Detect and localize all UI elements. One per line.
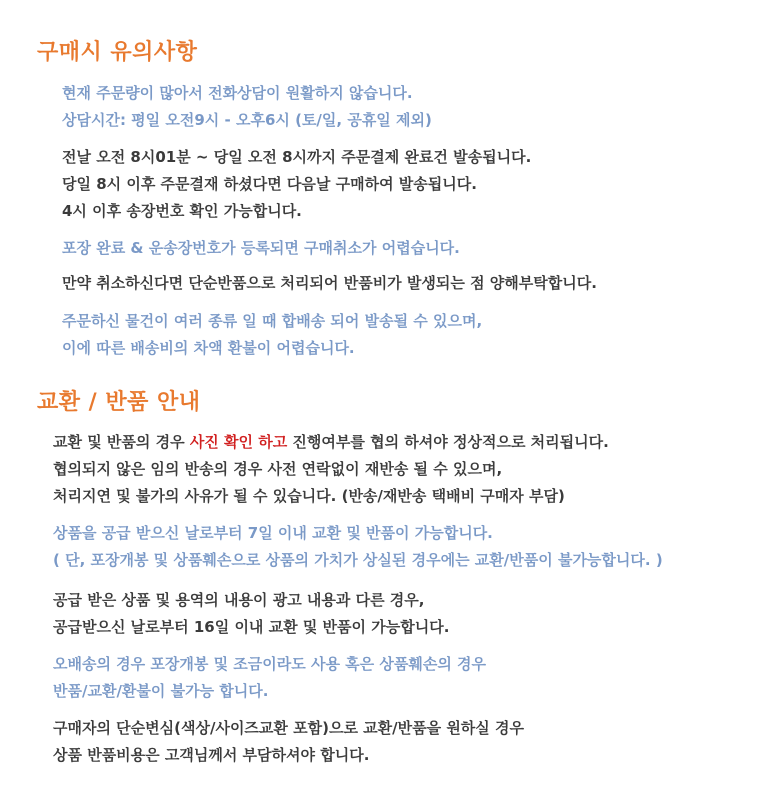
notice-line: 오배송의 경우 포장개봉 및 조금이라도 사용 혹은 상품훼손의 경우 (53, 655, 487, 673)
notice-line: 상품을 공급 받으신 날로부터 7일 이내 교환 및 반품이 가능합니다. (53, 524, 493, 542)
cancel-restriction-notice (62, 235, 460, 262)
notice-text: 교환 및 반품의 경우 (53, 433, 190, 451)
notice-line: 공급 받은 상품 및 용역의 내용이 광고 내용과 다른 경우, (53, 591, 425, 609)
combined-shipping-notice (62, 308, 482, 362)
notice-line: ( 단, 포장개봉 및 상품훼손으로 상품의 가치가 상실된 경우에는 교환/반품이 불가능합니다. ) (53, 551, 663, 569)
notice-line: 협의되지 않은 임의 반송의 경우 사전 연락없이 재반송 될 수 있으며, (53, 460, 503, 478)
notice-line (53, 429, 609, 456)
notice-line: 포장 완료 & 운송장번호가 등록되면 구매취소가 어렵습니다. (62, 239, 460, 257)
notice-line: 상담시간: 평일 오전9시 - 오후6시 (토/일, 공휴일 제외) (62, 111, 432, 129)
return-process-notice (53, 429, 609, 510)
notice-line: 공급받으신 날로부터 16일 이내 교환 및 반품이 가능합니다. (53, 618, 450, 636)
wrong-delivery-notice (53, 651, 486, 705)
notice-text: 진행여부를 협의 하셔야 정상적으로 처리됩니다. (287, 433, 609, 451)
notice-line: 현재 주문량이 많아서 전화상담이 원활하지 않습니다. (62, 84, 413, 102)
notice-line: 주문하신 물건이 여러 종류 일 때 합배송 되어 발송될 수 있으며, (62, 312, 483, 330)
phone-consult-notice (62, 80, 432, 134)
shipping-schedule-notice (62, 144, 531, 225)
notice-line: 전날 오전 8시01분 ~ 당일 오전 8시까지 주문결제 완료건 발송됩니다. (62, 148, 532, 166)
notice-line: 상품 반품비용은 고객님께서 부담하셔야 합니다. (53, 746, 370, 764)
notice-line: 당일 8시 이후 주문결재 하셨다면 다음날 구매하여 발송됩니다. (62, 175, 477, 193)
exchange-return-title: 교환 / 반품 안내 (37, 390, 201, 415)
notice-line: 구매자의 단순변심(색상/사이즈교환 포함)으로 교환/반품을 원하실 경우 (53, 719, 524, 737)
change-of-mind-notice (53, 715, 524, 769)
photo-check-highlight: 사진 확인 하고 (189, 433, 288, 451)
notice-line: 4시 이후 송장번호 확인 가능합니다. (62, 202, 302, 220)
purchase-notice-title: 구매시 유의사항 (37, 40, 198, 65)
misadvertised-return-notice (53, 587, 449, 641)
notice-line: 처리지연 및 불가의 사유가 될 수 있습니다. (반송/재반송 택배비 구매자 부담) (53, 487, 565, 505)
cancel-fee-notice (62, 270, 597, 297)
notice-line: 이에 따른 배송비의 차액 환불이 어렵습니다. (62, 339, 355, 357)
notice-line: 반품/교환/환불이 불가능 합니다. (53, 682, 269, 700)
notice-line: 만약 취소하신다면 단순반품으로 처리되어 반품비가 발생되는 점 양해부탁합니다. (62, 274, 597, 292)
return-period-notice (53, 520, 663, 574)
